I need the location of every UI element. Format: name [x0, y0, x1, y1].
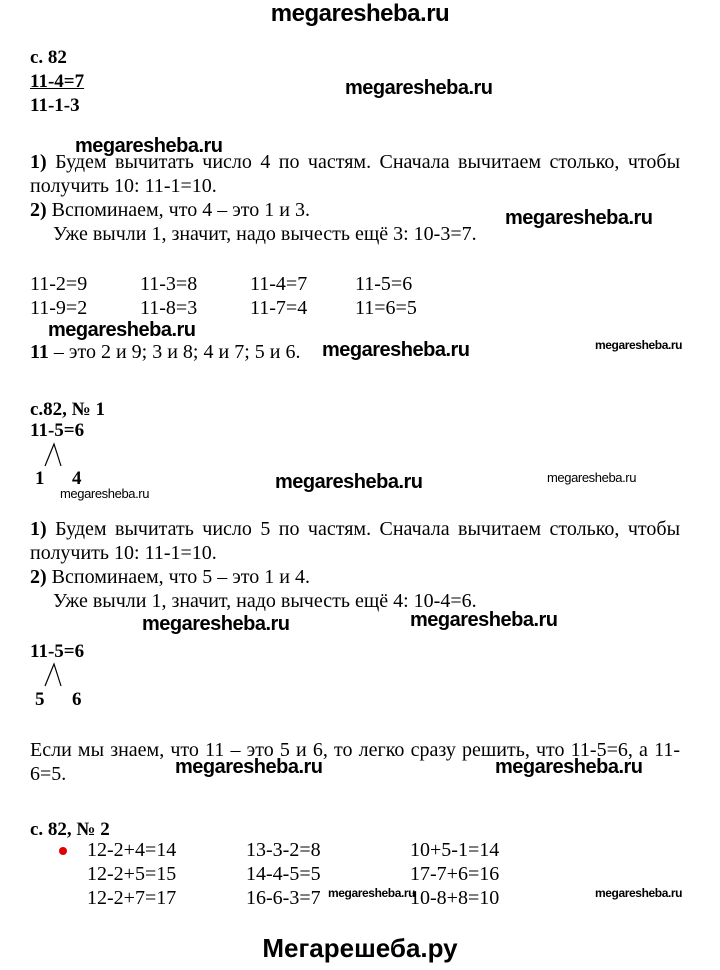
expression: 12-2+4=14 [87, 839, 177, 861]
footer-brand: Мегарешеба.ру [262, 933, 458, 963]
watermark: megaresheba.ru [142, 613, 290, 635]
grid-cell: 11-8=3 [140, 297, 198, 319]
expression: 13-3-2=8 [246, 839, 321, 861]
section2-heading: с.82, № 1 [30, 399, 106, 420]
tree-left-value: 1 [35, 468, 45, 489]
section1-split: 11-1-3 [30, 95, 80, 116]
expression: 10-8+8=10 [410, 887, 500, 909]
watermark-small: megaresheba.ru [60, 486, 150, 501]
watermark-small: megaresheba.ru [328, 886, 416, 900]
expression: 12-2+7=17 [87, 887, 177, 909]
section2-equation-2: 11-5=6 [30, 641, 85, 662]
grid-cell: 11=6=5 [355, 297, 417, 319]
tree-right-value: 6 [72, 689, 82, 710]
expression: 12-2+5=15 [87, 863, 177, 885]
grid-cell: 11-5=6 [355, 273, 413, 295]
section1-heading: с. 82 [30, 47, 67, 68]
decomposition-tree-icon [40, 662, 70, 688]
section2-equation: 11-5=6 [30, 420, 85, 441]
step-number: 2) [30, 199, 47, 221]
section1-step2 [30, 198, 310, 222]
watermark: megaresheba.ru [275, 471, 423, 493]
section1-equation: 11-4=7 [30, 71, 85, 92]
watermark: megaresheba.ru [322, 339, 470, 361]
expression: 10+5-1=14 [410, 839, 500, 861]
section2-step2 [30, 565, 310, 589]
watermark: megaresheba.ru [75, 135, 223, 157]
section1-step1 [30, 150, 680, 198]
expression: 14-4-5=5 [246, 863, 321, 885]
summary-number: 11 [30, 341, 49, 363]
decomposition-tree-icon [40, 442, 70, 468]
watermark: megaresheba.ru [175, 756, 323, 778]
tree-left-value: 5 [35, 689, 45, 710]
step-number: 1) [30, 518, 47, 540]
step-text: Вспоминаем, что 5 – это 1 и 4. [51, 566, 310, 588]
section2-step1 [30, 517, 680, 565]
grid-cell: 11-9=2 [30, 297, 88, 319]
step-number: 2) [30, 566, 47, 588]
watermark: megaresheba.ru [345, 77, 493, 99]
watermark-small: megaresheba.ru [595, 338, 683, 352]
grid-cell: 11-2=9 [30, 273, 88, 295]
section1-summary [30, 340, 300, 364]
expression: 17-7+6=16 [410, 863, 500, 885]
step-text: Вспоминаем, что 4 – это 1 и 3. [51, 199, 310, 221]
grid-cell: 11-7=4 [250, 297, 308, 319]
watermark-small: megaresheba.ru [547, 470, 637, 485]
watermark: megaresheba.ru [410, 609, 558, 631]
step-text: Будем вычитать число 4 по частям. Сначала вычитаем столько, чтобы получить 10: 11-1=10. [30, 151, 681, 197]
watermark-small: megaresheba.ru [595, 886, 683, 900]
tree-right-value: 4 [72, 468, 82, 489]
section3-heading: с. 82, № 2 [30, 819, 110, 840]
section2-step2-cont: Уже вычли 1, значит, надо вычесть ещё 4: 10-4=6. [53, 590, 477, 612]
grid-cell: 11-3=8 [140, 273, 198, 295]
bullet-icon [59, 847, 67, 855]
watermark: megaresheba.ru [48, 319, 196, 341]
step-text: Будем вычитать число 5 по частям. Сначала вычитаем столько, чтобы получить 10: 11-1=10. [30, 518, 681, 564]
summary-text: – это 2 и 9; 3 и 8; 4 и 7; 5 и 6. [48, 341, 301, 363]
grid-cell: 11-4=7 [250, 273, 308, 295]
watermark: megaresheba.ru [495, 756, 643, 778]
section1-step2-cont: Уже вычли 1, значит, надо вычесть ещё 3: 10-3=7. [53, 223, 477, 245]
step-number: 1) [30, 151, 47, 173]
watermark: megaresheba.ru [505, 207, 653, 229]
section2-conclusion: Если мы знаем, что 11 – это 5 и 6, то легко сразу решить, что 11-5=6, а 11-6=5. [30, 739, 680, 785]
header-watermark: megaresheba.ru [270, 0, 450, 27]
expression: 16-6-3=7 [246, 887, 321, 909]
